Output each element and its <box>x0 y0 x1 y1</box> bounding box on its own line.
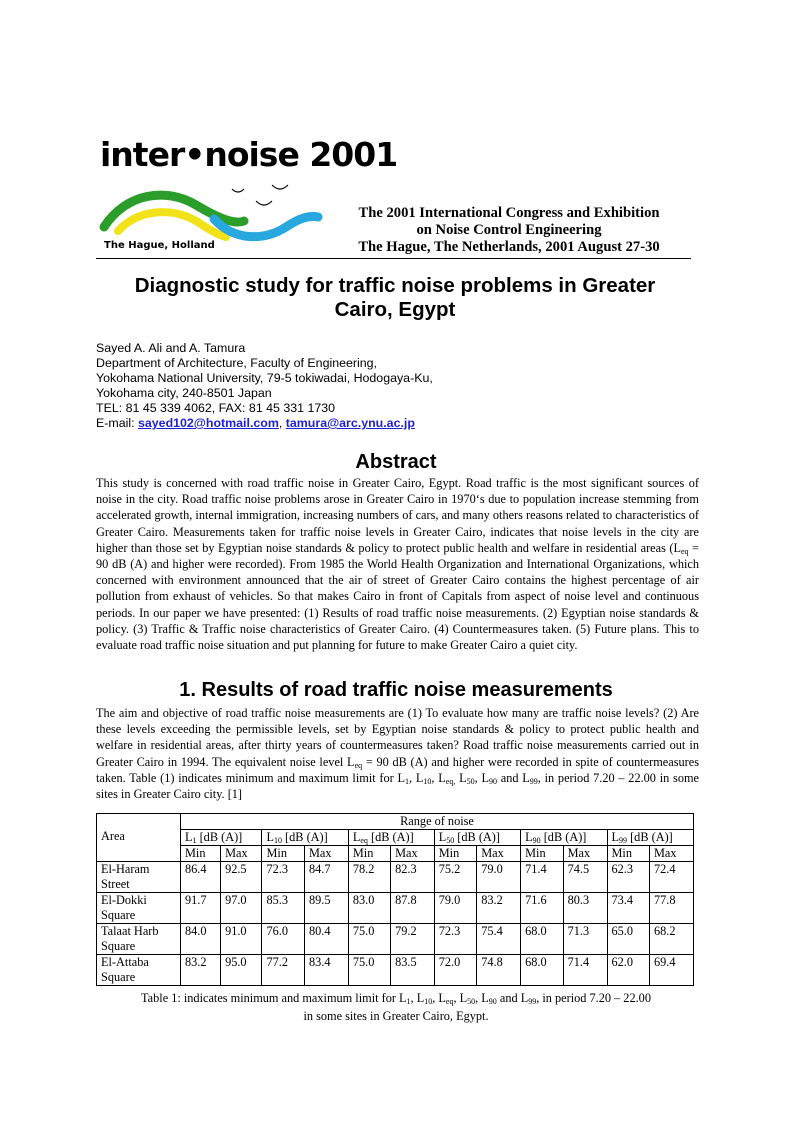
value-cell: 75.0 <box>348 955 390 986</box>
value-cell: 80.4 <box>304 924 348 955</box>
table-header-row-1 <box>97 814 694 830</box>
value-cell: 83.2 <box>477 893 521 924</box>
group-letter: L <box>611 830 620 844</box>
value-cell: 79.2 <box>391 924 435 955</box>
group-unit: [dB (A)] <box>281 830 328 844</box>
value-cell: 65.0 <box>607 924 649 955</box>
value-cell: 95.0 <box>221 955 262 986</box>
title-line-1: Diagnostic study for traffic noise problems in Greater <box>134 274 656 297</box>
value-cell: 83.2 <box>181 955 221 986</box>
section-sub-10: 10 <box>423 776 432 786</box>
group-unit: [dB (A)] <box>454 830 500 844</box>
min-header: Min <box>181 846 221 862</box>
caption-sep-5: and L <box>496 991 529 1005</box>
section-sub-90: 90 <box>488 776 497 786</box>
author-names: Sayed A. Ali and A. Tamura <box>96 341 246 355</box>
value-cell: 74.5 <box>563 862 607 893</box>
value-cell: 71.6 <box>521 893 563 924</box>
email-separator: , <box>278 416 286 430</box>
paper-title <box>96 274 694 322</box>
value-cell: 86.4 <box>181 862 221 893</box>
max-header: Max <box>304 846 348 862</box>
value-cell: 72.0 <box>434 955 476 986</box>
group-unit: [dB (A)] <box>196 830 243 844</box>
group-unit: [dB (A)] <box>367 830 414 844</box>
abstract-paragraph <box>96 475 699 653</box>
logo-smile-2 <box>256 201 272 205</box>
section-1-paragraph <box>96 705 699 802</box>
table-row <box>97 955 694 986</box>
value-cell: 91.7 <box>181 893 221 924</box>
caption-sub-50: 50 <box>467 997 476 1006</box>
value-cell: 83.5 <box>391 955 435 986</box>
section-sub-eq-2: eq, <box>445 776 456 786</box>
group-subscript: 99 <box>619 836 628 845</box>
group-header <box>607 830 694 846</box>
section-text-a: The aim and objective of road traffic noise measurements are (1) To evaluate how many are traffic noise levels? (2) Are these levels exceeding the permissible levels, set by Egyptian noise standards & policy to protect public health and welfare in residential areas, after thirty years of countermeasures taken? Road traffic noise measurements carried out in Greater Cairo in 1994. The equivalent noise level L <box>96 706 699 769</box>
value-cell: 91.0 <box>221 924 262 955</box>
group-letter: L <box>185 830 193 844</box>
group-subscript: 1 <box>192 836 197 845</box>
internoise-logo <box>96 135 398 260</box>
caption-line-1 <box>96 989 696 1007</box>
caption-sep-2: , L <box>432 991 446 1005</box>
caption-sep-1: , L <box>410 991 425 1005</box>
value-cell: 85.3 <box>262 893 304 924</box>
abstract-heading: Abstract <box>355 451 437 473</box>
value-cell: 76.0 <box>262 924 304 955</box>
value-cell: 72.3 <box>262 862 304 893</box>
email-link-1[interactable]: sayed102@hotmail.com <box>138 416 279 430</box>
value-cell: 62.3 <box>607 862 649 893</box>
area-header-label: Area <box>101 829 125 843</box>
value-cell: 80.3 <box>563 893 607 924</box>
logo-smile-3 <box>272 185 288 189</box>
area-header <box>97 814 181 862</box>
area-cell: El-Haram Street <box>97 862 181 893</box>
group-letter: L <box>438 830 447 844</box>
caption-text-a: Table 1: indicates minimum and maximum limit for L <box>141 991 407 1005</box>
value-cell: 89.5 <box>304 893 348 924</box>
affiliation-line-1: Department of Architecture, Faculty of Engineering, <box>96 356 377 370</box>
value-cell: 92.5 <box>221 862 262 893</box>
group-unit: [dB (A)] <box>540 830 587 844</box>
section-sep-3: L <box>455 770 467 785</box>
min-header: Min <box>607 846 649 862</box>
value-cell: 72.4 <box>649 862 693 893</box>
conference-info <box>333 205 685 256</box>
title-line-2: Cairo, Egypt <box>334 298 456 321</box>
area-cell: El-Attaba Square <box>97 955 181 986</box>
logo-city: The Hague, Holland <box>104 240 215 251</box>
caption-sub-90: 90 <box>488 997 497 1006</box>
value-cell: 68.0 <box>521 924 563 955</box>
value-cell: 82.3 <box>391 862 435 893</box>
table-header-row-3 <box>97 846 694 862</box>
min-header: Min <box>434 846 476 862</box>
author-block <box>96 341 696 431</box>
section-1-heading: 1. Results of road traffic noise measurements <box>179 679 613 701</box>
section-sep-4: , L <box>474 770 489 785</box>
group-subscript: eq <box>360 836 368 845</box>
max-header: Max <box>563 846 607 862</box>
table-caption <box>96 989 696 1025</box>
value-cell: 71.4 <box>521 862 563 893</box>
contact-phone: TEL: 81 45 339 4062, FAX: 81 45 331 1730 <box>96 401 336 415</box>
table-row <box>97 893 694 924</box>
value-cell: 62.0 <box>607 955 649 986</box>
value-cell: 74.8 <box>477 955 521 986</box>
caption-line-2: in some sites in Greater Cairo, Egypt. <box>303 1009 489 1023</box>
logo-wordmark: inter•noise 2001 <box>100 135 398 174</box>
value-cell: 69.4 <box>649 955 693 986</box>
group-header <box>262 830 348 846</box>
section-sep-1: , L <box>409 770 424 785</box>
value-cell: 84.0 <box>181 924 221 955</box>
max-header: Max <box>649 846 693 862</box>
section-text-c: , in period 7.20 – 22.00 in some sites in Greater Cairo city. [1] <box>96 770 700 802</box>
table-header-row-2 <box>97 830 694 846</box>
value-cell: 77.8 <box>649 893 693 924</box>
min-header: Min <box>521 846 563 862</box>
max-header: Max <box>391 846 435 862</box>
abstract-sub-eq: eq <box>680 546 689 556</box>
contact-email <box>96 416 696 431</box>
header-divider <box>96 258 691 259</box>
email-link-2[interactable]: tamura@arc.ynu.ac.jp <box>285 416 415 430</box>
caption-sub-eq: eq <box>445 997 454 1006</box>
value-cell: 71.4 <box>563 955 607 986</box>
table-row <box>97 862 694 893</box>
email-label: E-mail: <box>96 416 138 430</box>
group-letter: L <box>266 830 274 844</box>
max-header: Max <box>221 846 262 862</box>
section-sep-5: and L <box>496 770 530 785</box>
group-header <box>181 830 262 846</box>
group-letter: L <box>352 830 361 844</box>
caption-sub-99: 99 <box>528 997 537 1006</box>
value-cell: 68.2 <box>649 924 693 955</box>
affiliation-line-3: Yokohama city, 240-8501 Japan <box>96 386 272 400</box>
logo-smile-1 <box>232 189 244 192</box>
section-sub-eq: eq <box>354 760 363 770</box>
group-header <box>348 830 434 846</box>
min-header: Min <box>262 846 304 862</box>
value-cell: 73.4 <box>607 893 649 924</box>
caption-sep-4: , L <box>475 991 489 1005</box>
section-sub-1: 1 <box>405 776 410 786</box>
value-cell: 87.8 <box>391 893 435 924</box>
abstract-text-a: This study is concerned with road traffic noise in Greater Cairo, Egypt. Road traffic is the most significant sources of noise in the city. Road traffic noise problems arose in Greater Cairo in 1970‘s due to population increase stemming from accelerated growth, internal immigration, increasing numbers of cars, and many others reasons related to characteristics of Greater Cairo. Measurements taken for traffic noise levels in Greater Cairo, indicates that noise levels in the city are higher than those set by Egyptian noise standards & policy to protect public health and welfare in residential areas (L <box>96 476 699 555</box>
group-unit: [dB (A)] <box>627 830 673 844</box>
value-cell: 84.7 <box>304 862 348 893</box>
noise-table <box>96 813 694 986</box>
value-cell: 75.0 <box>348 924 390 955</box>
value-cell: 83.4 <box>304 955 348 986</box>
caption-text-b: , in period 7.20 – 22.00 <box>536 991 651 1005</box>
group-header <box>521 830 607 846</box>
conference-line-3: The Hague, The Netherlands, 2001 August 27-30 <box>358 239 660 255</box>
max-header: Max <box>477 846 521 862</box>
section-sub-50: 50 <box>466 776 475 786</box>
conference-line-1: The 2001 International Congress and Exhibition <box>358 205 660 221</box>
logo-waves-icon <box>96 175 326 247</box>
area-cell: Talaat Harb Square <box>97 924 181 955</box>
section-sub-99: 99 <box>529 776 538 786</box>
value-cell: 78.2 <box>348 862 390 893</box>
affiliation-line-2: Yokohama National University, 79-5 tokiwadai, Hodogaya-Ku, <box>96 371 433 385</box>
abstract-text-b: = 90 dB (A) and higher were recorded). From 1985 the World Health Organization and International Organizations, which concerned with environment announced that the air of street of Greater Cairo contains the highest percentage of air pollution from exhaust of vehicles. So that makes Cairo in front of Capitals from aspect of noise level and continuous periods. In our paper we have presented: (1) Results of road traffic noise measurements. (2) Egyptian noise standards & policy. (3) Traffic & Traffic noise characteristics of Greater Cairo. (4) Countermeasures taken. (5) Future plans. This to evaluate road traffic noise situation and put planning for future to make Greater Cairo a quiet city. <box>96 540 699 653</box>
group-subscript: 90 <box>532 836 541 845</box>
group-subscript: 10 <box>273 836 282 845</box>
value-cell: 75.2 <box>434 862 476 893</box>
value-cell: 79.0 <box>477 862 521 893</box>
conference-line-2: on Noise Control Engineering <box>416 222 602 238</box>
caption-sep-3: , L <box>453 991 468 1005</box>
value-cell: 68.0 <box>521 955 563 986</box>
value-cell: 83.0 <box>348 893 390 924</box>
value-cell: 71.3 <box>563 924 607 955</box>
table-body <box>97 862 694 986</box>
value-cell: 72.3 <box>434 924 476 955</box>
value-cell: 79.0 <box>434 893 476 924</box>
group-subscript: 50 <box>446 836 455 845</box>
value-cell: 75.4 <box>477 924 521 955</box>
section-sep-2: , L <box>431 770 446 785</box>
value-cell: 97.0 <box>221 893 262 924</box>
group-header <box>434 830 520 846</box>
value-cell: 77.2 <box>262 955 304 986</box>
group-letter: L <box>525 830 533 844</box>
range-header: Range of noise <box>181 814 694 830</box>
table-row <box>97 924 694 955</box>
section-text-b: = 90 dB (A) and higher were recorded in spite of countermeasures taken. Table (1) indicates minimum and maximum limit for L <box>96 754 699 785</box>
caption-sub-10: 10 <box>424 997 433 1006</box>
area-cell: El-Dokki Square <box>97 893 181 924</box>
min-header: Min <box>348 846 390 862</box>
caption-sub-1: 1 <box>406 997 411 1006</box>
